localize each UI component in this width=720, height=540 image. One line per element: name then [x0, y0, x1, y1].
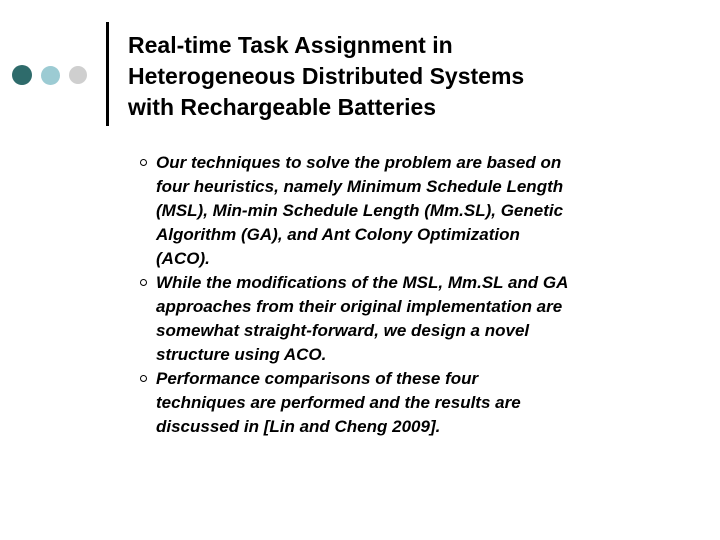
bullet-line: Our techniques to solve the problem are based on: [156, 153, 562, 172]
title-divider: [106, 22, 109, 126]
bullet-line: somewhat straight-forward, we design a novel: [156, 321, 530, 340]
title-line: with Rechargeable Batteries: [128, 94, 437, 120]
bullet-list: [140, 151, 680, 439]
bullet-line: techniques are performed and the results are: [156, 393, 521, 412]
bullet-text: [156, 151, 680, 271]
bullet-text: [156, 271, 680, 367]
slide-title: [128, 30, 688, 123]
hollow-circle-bullet-icon: [140, 159, 147, 166]
bullet-text: [156, 367, 680, 439]
dark-teal-dot-icon: [12, 65, 32, 85]
bullet-line: (ACO).: [156, 249, 210, 268]
hollow-circle-bullet-icon: [140, 279, 147, 286]
hollow-circle-bullet-icon: [140, 375, 147, 382]
bullet-line: Performance comparisons of these four: [156, 369, 479, 388]
bullet-line: While the modifications of the MSL, Mm.SL and GA: [156, 273, 569, 292]
bullet-item: [140, 151, 680, 271]
bullet-item: [140, 271, 680, 367]
bullet-line: structure using ACO.: [156, 345, 327, 364]
gray-dot-icon: [69, 66, 87, 84]
bullet-line: four heuristics, namely Minimum Schedule Length: [156, 177, 564, 196]
bullet-line: (MSL), Min-min Schedule Length (Mm.SL), Genetic: [156, 201, 564, 220]
decorative-dots: [12, 64, 87, 86]
title-line: Real-time Task Assignment in: [128, 32, 453, 58]
title-line: Heterogeneous Distributed Systems: [128, 63, 525, 89]
bullet-line: approaches from their original implementation are: [156, 297, 563, 316]
bullet-item: [140, 367, 680, 439]
light-teal-dot-icon: [41, 66, 60, 85]
bullet-line: Algorithm (GA), and Ant Colony Optimization: [156, 225, 520, 244]
bullet-line: discussed in [Lin and Cheng 2009].: [156, 417, 441, 436]
